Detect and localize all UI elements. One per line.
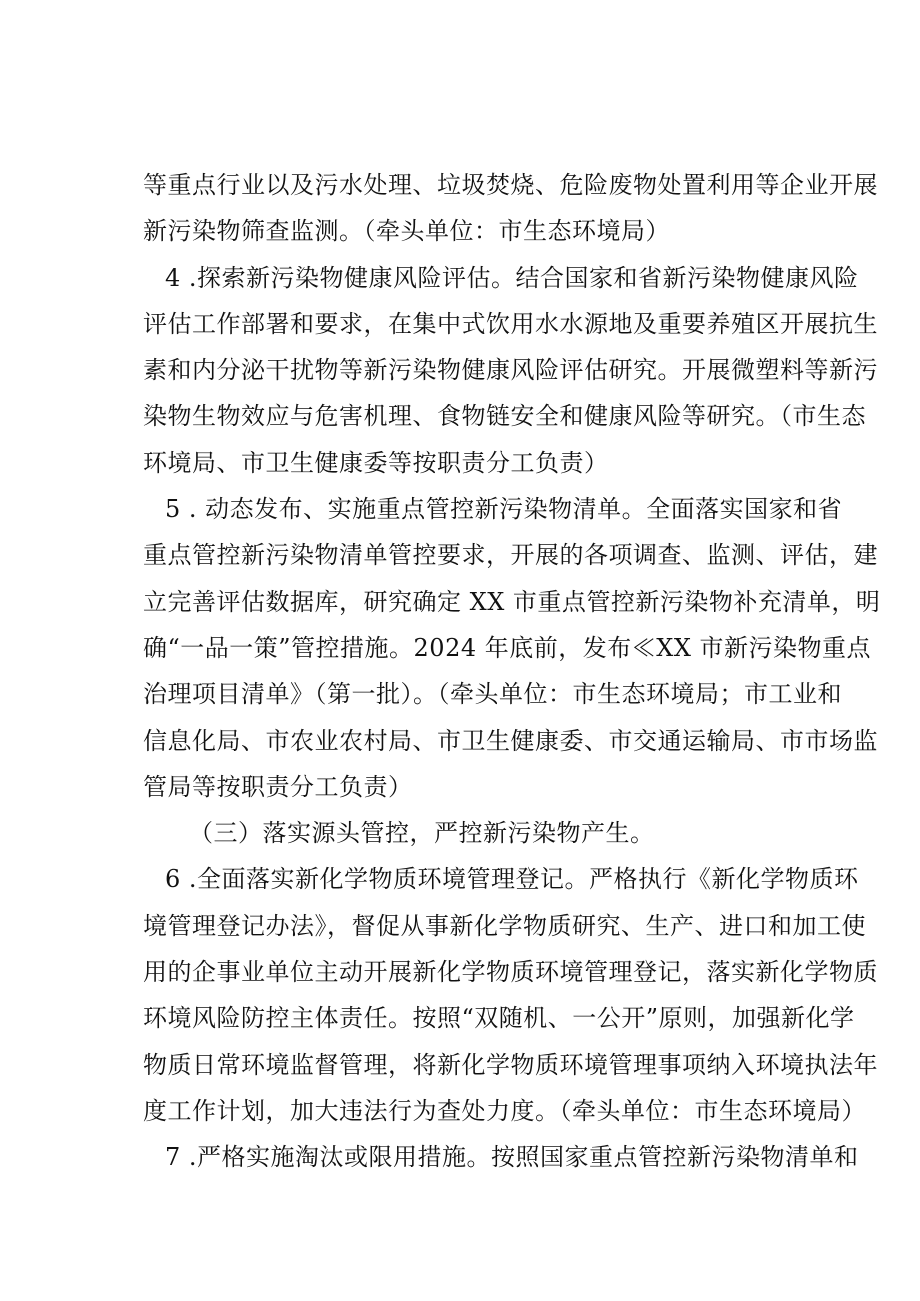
text-line: 新污染物筛查监测。（牵头单位：市生态环境局） (143, 217, 670, 246)
item-5-heading-line: 5 . 动态发布、实施重点管控新污染物清单。全面落实国家和省 (165, 495, 843, 524)
text-line: 治理项目清单》（第一批）。（牵头单位：市生态环境局；市工业和 (143, 680, 842, 709)
text-line: 素和内分泌干扰物等新污染物健康风险评估研究。开展微塑料等新污 (143, 356, 878, 385)
item-6-heading-line: 6 .全面落实新化学物质环境管理登记。严格执行《新化学物质环 (165, 865, 859, 894)
text-line: 确“一品一策”管控措施。2024 年底前，发布≪XX 市新污染物重点 (143, 633, 872, 662)
text-line: 管局等按职责分工负责） (143, 772, 413, 801)
text-line: 境管理登记办法》，督促从事新化学物质研究、生产、进口和加工使 (143, 911, 866, 940)
text-line: 度工作计划，加大违法行为查处力度。（牵头单位：市生态环境局） (143, 1096, 866, 1125)
text-line: 信息化局、市农业农村局、市卫生健康委、市交通运输局、市市场监 (143, 726, 878, 755)
item-4-heading-line: 4 .探索新污染物健康风险评估。结合国家和省新污染物健康风险 (165, 263, 859, 292)
section-heading: （三）落实源头管控，严控新污染物产生。 (189, 819, 655, 848)
text-line: 评估工作部署和要求，在集中式饮用水水源地及重要养殖区开展抗生 (143, 309, 878, 338)
text-line: 环境风险防控主体责任。按照“双随机、一公开”原则，加强新化学 (143, 1004, 855, 1033)
text-line: 立完善评估数据库，研究确定 XX 市重点管控新污染物补充清单，明 (143, 587, 881, 616)
text-line: 物质日常环境监督管理，将新化学物质环境管理事项纳入环境执法年 (143, 1050, 878, 1079)
text-line: 环境局、市卫生健康委等按职责分工负责） (143, 448, 609, 477)
text-line: 染物生物效应与危害机理、食物链安全和健康风险等研究。（市生态 (143, 402, 866, 431)
body-text (143, 162, 881, 1181)
text-line: 等重点行业以及污水处理、垃圾焚烧、危险废物处置利用等企业开展 (143, 171, 878, 199)
text-line: 重点管控新污染物清单管控要求，开展的各项调查、监测、评估，建 (143, 541, 878, 570)
text-line: 用的企事业单位主动开展新化学物质环境管理登记，落实新化学物质 (143, 958, 878, 987)
item-7-heading-line: 7 .严格实施淘汰或限用措施。按照国家重点管控新污染物清单和 (165, 1143, 859, 1172)
